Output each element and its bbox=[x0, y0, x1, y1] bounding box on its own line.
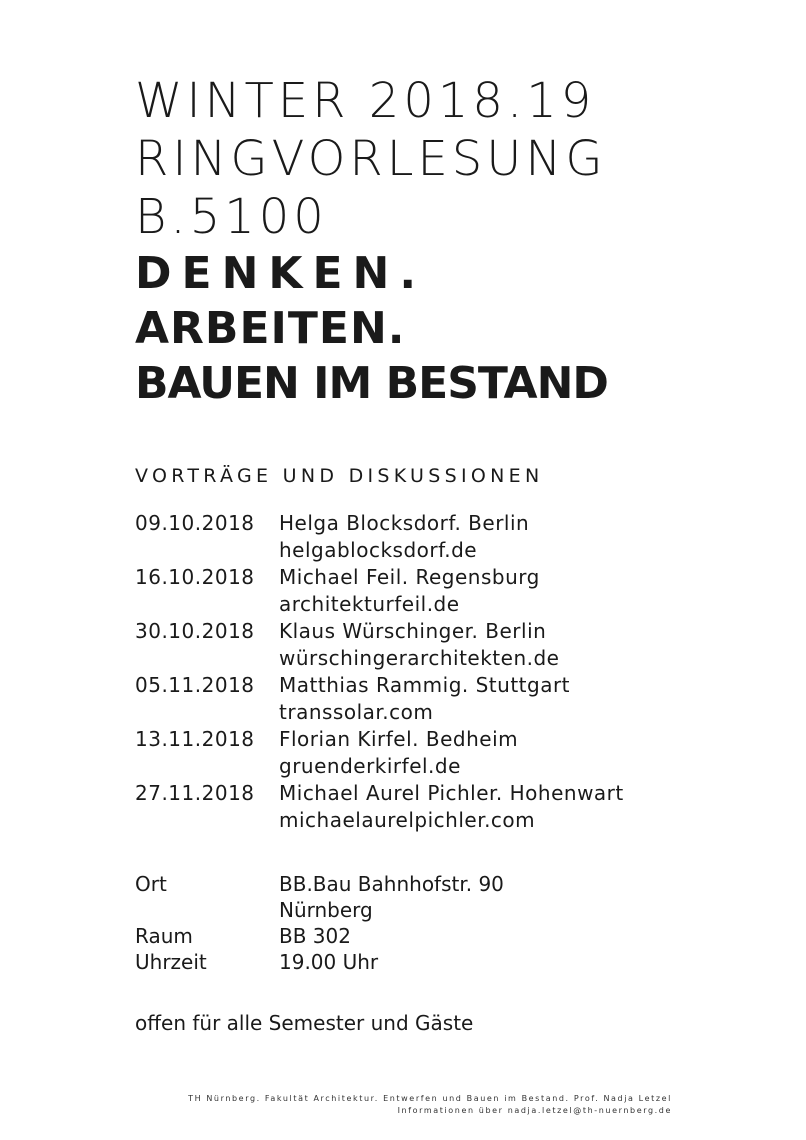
lecture-website: gruenderkirfel.de bbox=[279, 754, 461, 778]
footer bbox=[188, 1093, 672, 1117]
footer-institution: TH Nürnberg. Fakultät Architektur. Entwerfen und Bauen im Bestand. Prof. Nadja Letzel bbox=[188, 1094, 672, 1103]
location-label: Ort bbox=[135, 872, 167, 896]
lecture-speaker: Helga Blocksdorf. Berlin bbox=[279, 511, 530, 535]
lecture-speaker: Florian Kirfel. Bedheim bbox=[279, 727, 519, 751]
lecture-date: 13.11.2018 bbox=[135, 727, 255, 751]
event-info bbox=[135, 871, 695, 975]
location-city: Nürnberg bbox=[279, 898, 373, 922]
lecture-date: 05.11.2018 bbox=[135, 673, 255, 697]
room-row bbox=[135, 923, 695, 949]
time-value: 19.00 Uhr bbox=[279, 950, 379, 974]
lecture-speaker: Michael Feil. Regensburg bbox=[279, 565, 540, 589]
room-value: BB 302 bbox=[279, 924, 351, 948]
lecture-website: helgablocksdorf.de bbox=[279, 538, 478, 562]
lecture-website: michaelaurelpichler.com bbox=[279, 808, 536, 832]
poster-title bbox=[135, 72, 695, 411]
title-bauen-im-bestand: BAUEN IM BESTAND bbox=[135, 358, 608, 409]
lecture-website: architekturfeil.de bbox=[279, 592, 460, 616]
location-address: BB.Bau Bahnhofstr. 90 bbox=[279, 872, 504, 896]
title-semester: WINTER 2018.19 bbox=[135, 73, 596, 129]
title-series: RINGVORLESUNG bbox=[135, 131, 607, 187]
title-denken: DENKEN. bbox=[135, 248, 427, 299]
footer-contact: Informationen über nadja.letzel@th-nuernberg.de bbox=[397, 1106, 672, 1115]
lecture-speaker: Klaus Würschinger. Berlin bbox=[279, 619, 547, 643]
title-arbeiten: ARBEITEN. bbox=[135, 303, 406, 354]
lecture-date: 09.10.2018 bbox=[135, 511, 255, 535]
room-label: Raum bbox=[135, 924, 193, 948]
lecture-date: 16.10.2018 bbox=[135, 565, 255, 589]
section-heading: VORTRÄGE UND DISKUSSIONEN bbox=[135, 465, 544, 487]
title-course-code: B.5100 bbox=[135, 189, 328, 245]
time-label: Uhrzeit bbox=[135, 950, 207, 974]
lecture-website: transsolar.com bbox=[279, 700, 434, 724]
lecture-speaker: Matthias Rammig. Stuttgart bbox=[279, 673, 571, 697]
time-row bbox=[135, 949, 695, 975]
lecture-date: 30.10.2018 bbox=[135, 619, 255, 643]
lecture-date: 27.11.2018 bbox=[135, 781, 255, 805]
lecture-website: würschingerarchitekten.de bbox=[279, 646, 560, 670]
audience-note: offen für alle Semester und Gäste bbox=[135, 1011, 474, 1035]
location-row bbox=[135, 871, 695, 897]
location-city-row bbox=[135, 897, 695, 923]
lecture-speaker: Michael Aurel Pichler. Hohenwart bbox=[279, 781, 624, 805]
